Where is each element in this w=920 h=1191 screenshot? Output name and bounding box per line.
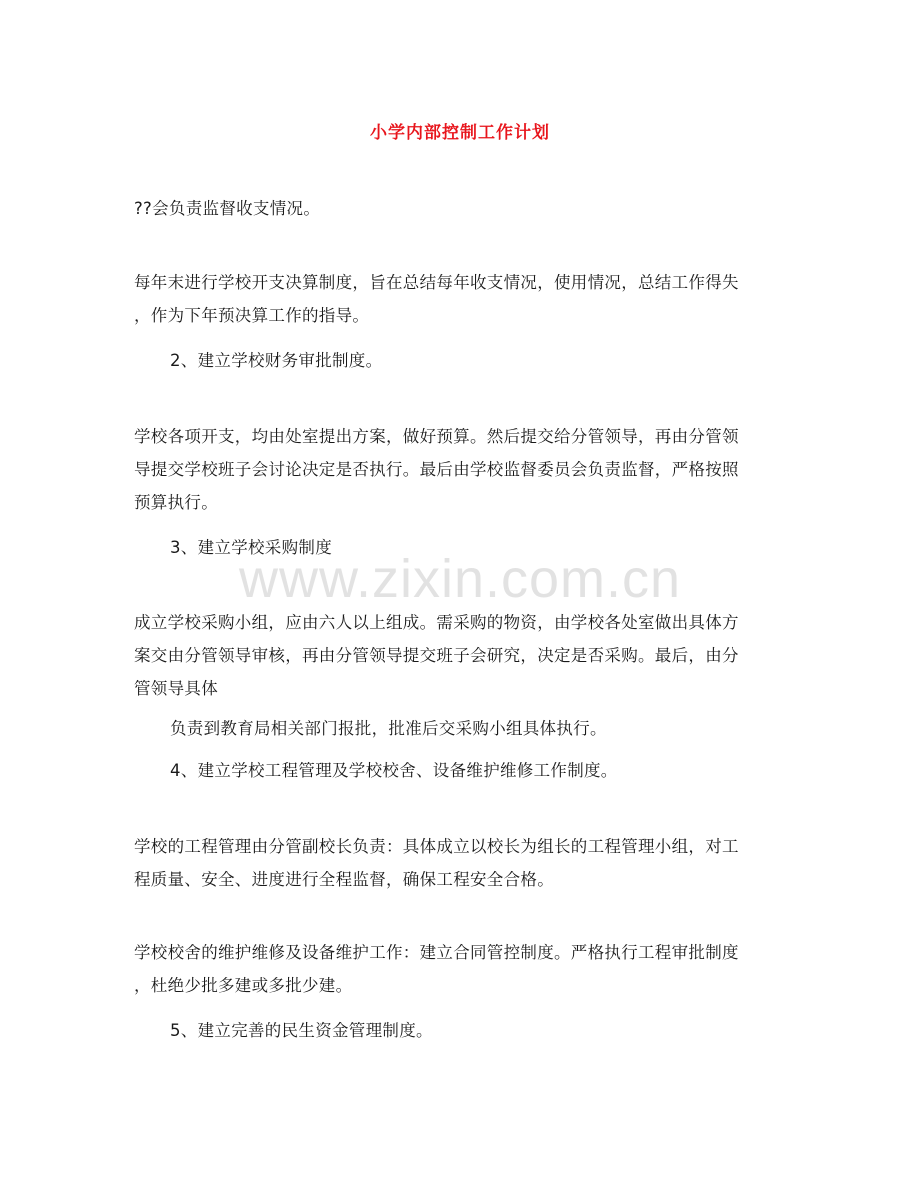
paragraph-supervision: ??会负责监督收支情况。	[134, 199, 321, 218]
paragraph-year-end-accounts: 每年末进行学校开支决算制度，旨在总结每年收支情况，使用情况，总结工作得失 ，作为下年预决算工作的指导。	[134, 273, 739, 325]
heading-livelihood-funds: 5、建立完善的民生资金管理制度。	[170, 1021, 433, 1040]
heading-approval-system: 2、建立学校财务审批制度。	[170, 351, 383, 370]
watermark-text: www.zixin.com.cn	[238, 549, 682, 609]
paragraph-engineering-supervision: 学校的工程管理由分管副校长负责：具体成立以校长为组长的工程管理小组，对工 程质量、安全、进度进行全程监督，确保工程安全合格。	[134, 837, 739, 889]
paragraph-procurement-approval: 负责到教育局相关部门报批，批准后交采购小组具体执行。	[170, 719, 607, 738]
paragraph-procurement-group: 成立学校采购小组，应由六人以上组成。需采购的物资，由学校各处室做出具体方 案交由分管领导审核，再由分管领导提交班子会研究，决定是否采购。最后，由分 管领导具体	[134, 613, 739, 698]
document-title: 小学内部控制工作计划	[370, 123, 550, 143]
paragraph-expenditure-budget: 学校各项开支，均由处室提出方案，做好预算。然后提交给分管领导，再由分管领 导提交学校班子会讨论决定是否执行。最后由学校监督委员会负责监督，严格按照 预算执行。	[134, 427, 739, 512]
heading-engineering-management: 4、建立学校工程管理及学校校舍、设备维护维修工作制度。	[170, 761, 618, 780]
paragraph-maintenance-contracts: 学校校舍的维护维修及设备维护工作：建立合同管控制度。严格执行工程审批制度 ，杜绝少批多建或多批少建。	[134, 943, 739, 995]
heading-procurement-system: 3、建立学校采购制度	[170, 538, 332, 557]
